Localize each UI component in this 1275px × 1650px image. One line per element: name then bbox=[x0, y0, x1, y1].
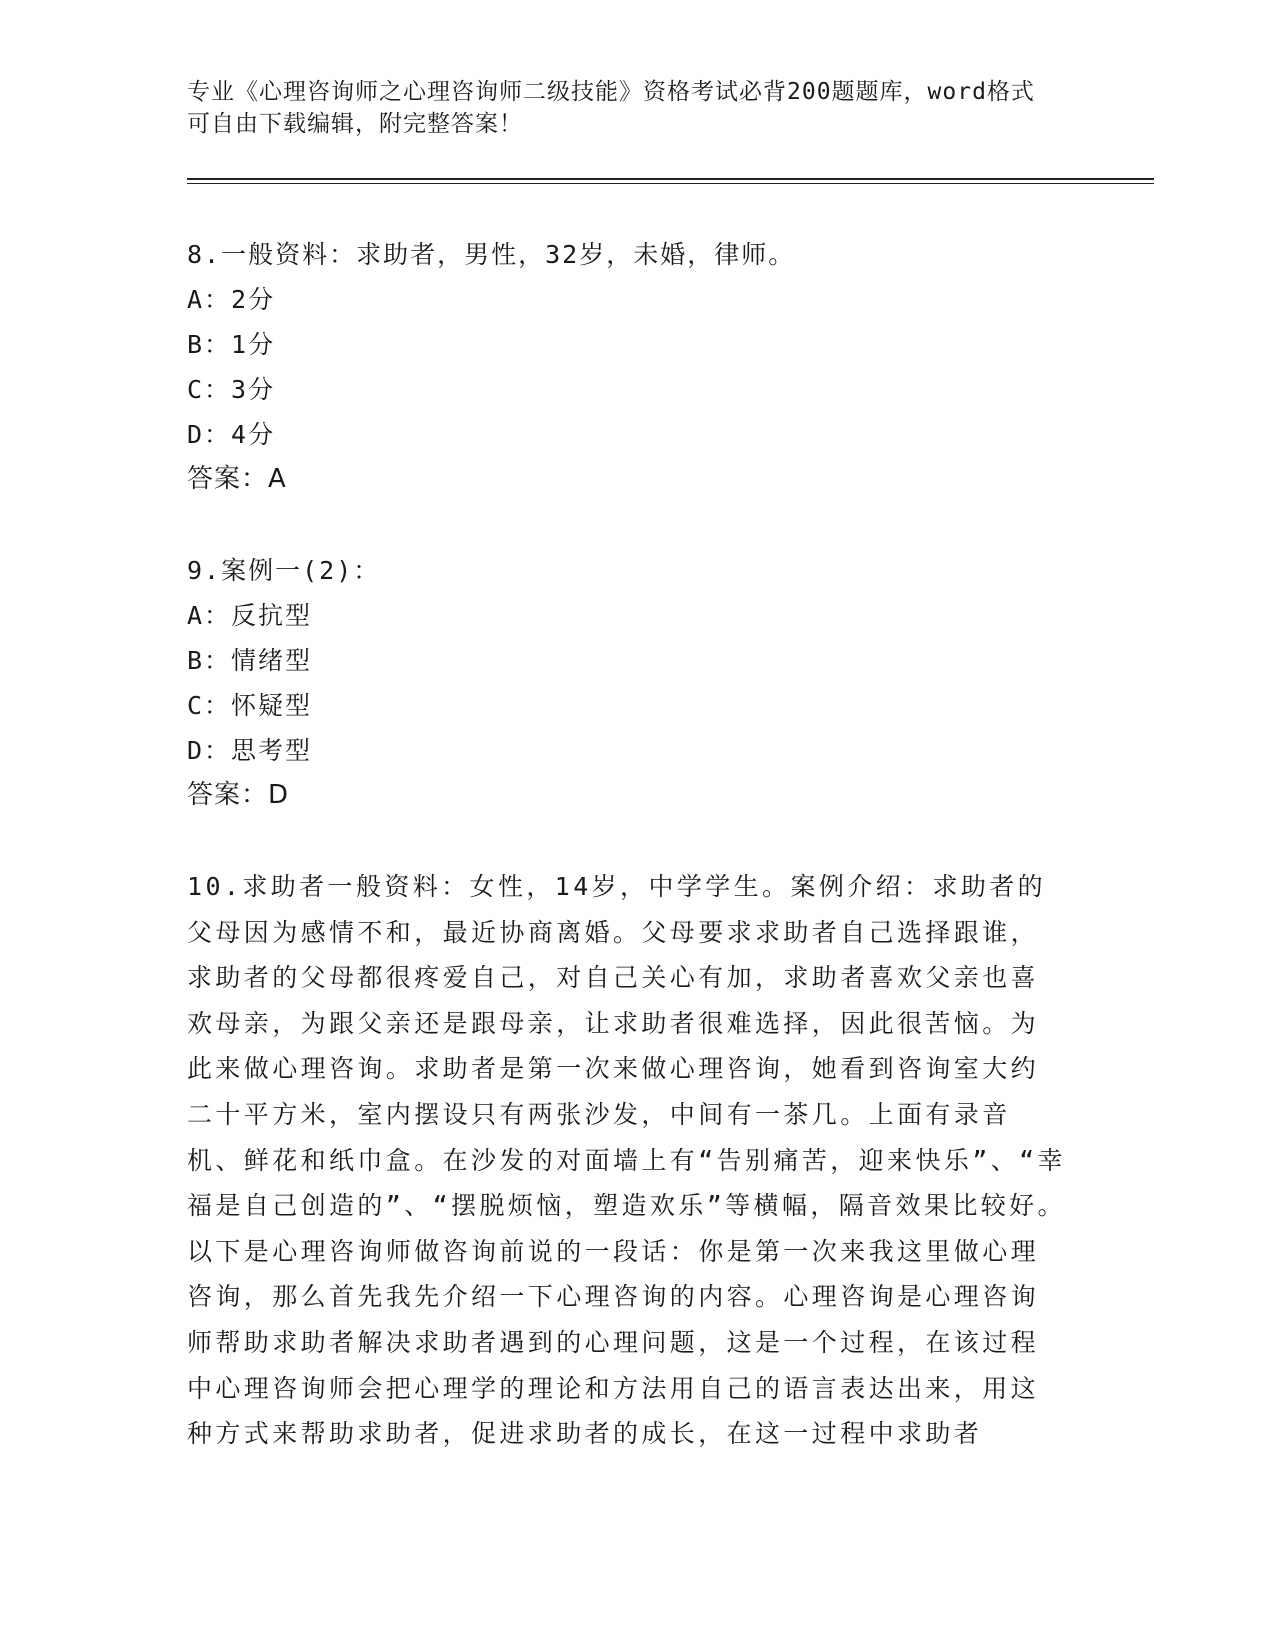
question-9 bbox=[187, 548, 1087, 818]
answer-line: 答案：D bbox=[187, 780, 290, 810]
question-10 bbox=[187, 864, 1087, 1457]
question-8 bbox=[187, 232, 1087, 502]
question-stem: 8.一般资料：求助者，男性，32岁，未婚，律师。 bbox=[187, 240, 796, 269]
header-divider-thick bbox=[187, 178, 1154, 180]
question-list bbox=[187, 232, 1087, 1503]
option-a: A：反抗型 bbox=[187, 601, 313, 630]
question-stem: 10.求助者一般资料：女性，14岁，中学学生。案例介绍：求助者的父母因为感情不和，最近协商离婚。父母要求求助者自己选择跟谁，求助者的父母都很疼爱自己，对自己关心有加，求助者喜欢父亲也喜欢母亲，为跟父亲还是跟母亲，让求助者很难选择，因此很苦恼。为此来做心理咨询。求助者是第一次来做心理咨询，她看到咨询室大约二十平方米，室内摆设只有两张沙发，中间有一茶几。上面有录音机、鲜花和纸巾盒。在沙发的对面墙上有“告别痛苦，迎来快乐”、“幸福是自己创造的”、“摆脱烦恼，塑造欢乐”等横幅，隔音效果比较好。以下是心理咨询师做咨询前说的一段话：你是第一次来我这里做心理咨询，那么首先我先介绍一下心理咨询的内容。心理咨询是心理咨询师帮助求助者解决求助者遇到的心理问题，这是一个过程，在该过程中心理咨询师会把心理学的理论和方法用自己的语言表达出来，用这种方式来帮助求助者，促进求助者的成长，在这一过程中求助者 bbox=[187, 872, 1066, 1449]
option-c: C：3分 bbox=[187, 375, 276, 404]
document-header bbox=[187, 76, 1067, 140]
option-a: A：2分 bbox=[187, 285, 276, 314]
option-b: B：情绪型 bbox=[187, 646, 313, 675]
option-b: B：1分 bbox=[187, 330, 276, 359]
header-divider-thin bbox=[187, 183, 1154, 184]
option-d: D：思考型 bbox=[187, 736, 313, 765]
header-line-1: 专业《心理咨询师之心理咨询师二级技能》资格考试必背200题题库，word格式 bbox=[187, 79, 1035, 105]
answer-line: 答案：A bbox=[187, 464, 287, 494]
option-c: C：怀疑型 bbox=[187, 691, 313, 720]
option-d: D：4分 bbox=[187, 420, 276, 449]
header-line-2: 可自由下载编辑，附完整答案！ bbox=[187, 111, 523, 137]
question-stem: 9.案例一(2)： bbox=[187, 556, 381, 585]
